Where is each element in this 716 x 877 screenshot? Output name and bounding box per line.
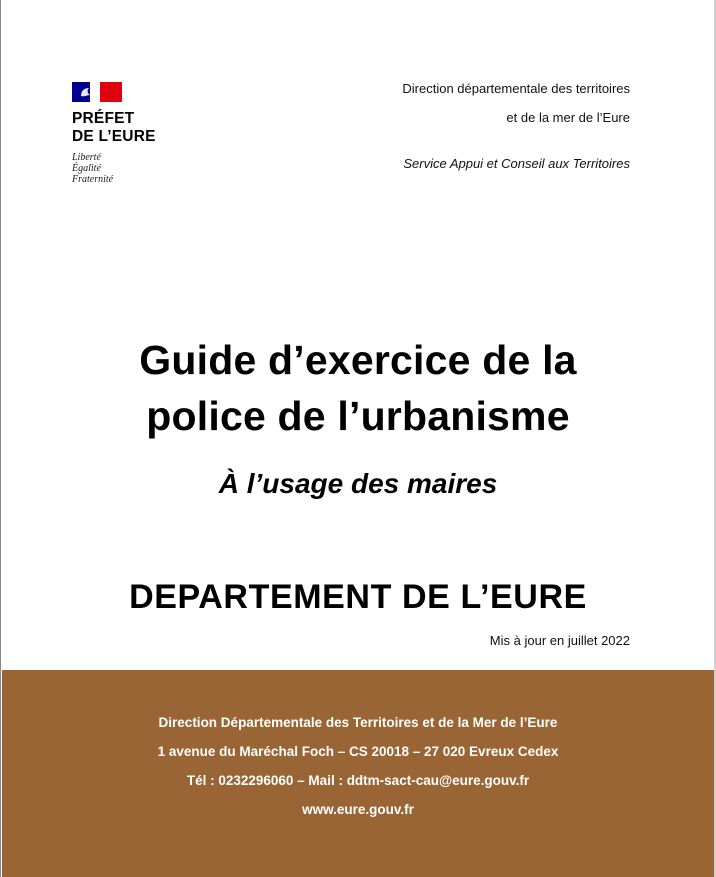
title-line2: police de l’urbanisme [146,393,570,439]
logo-title-line2: DE L’EURE [72,128,156,145]
footer-band [2,670,714,877]
motto-fraternite: Fraternité [72,174,114,185]
title-line1: Guide d’exercice de la [139,337,577,383]
footer-contact [2,714,714,830]
issuing-authority [402,80,630,173]
service-name: Service Appui et Conseil aux Territoires [403,156,630,171]
authority-line2: et de la mer de l’Eure [506,110,630,125]
footer-address: 1 avenue du Maréchal Foch – CS 20018 – 27 020 Evreux Cedex [157,744,559,759]
logo-title-line1: PRÉFET [72,110,135,127]
footer-organization: Direction Départementale des Territoires et de la Mer de l’Eure [158,715,558,730]
motto-egalite: Égalité [72,163,101,174]
authority-line1: Direction départementale des territoires [402,81,630,96]
motto-liberte: Liberté [72,152,101,163]
footer-website: www.eure.gouv.fr [302,802,414,817]
republic-motto [72,152,182,185]
document-subtitle: À l’usage des maires [218,468,498,499]
department-heading: DEPARTEMENT DE L’EURE [129,578,587,616]
marianne-logo-icon [78,85,92,99]
document-title [0,332,716,444]
update-date: Mis à jour en juillet 2022 [489,633,630,648]
french-flag-icon [72,82,122,102]
prefecture-logo [72,82,182,185]
footer-phone-email: Tél : 0232296060 – Mail : ddtm-sact-cau@eure.gouv.fr [186,773,530,788]
